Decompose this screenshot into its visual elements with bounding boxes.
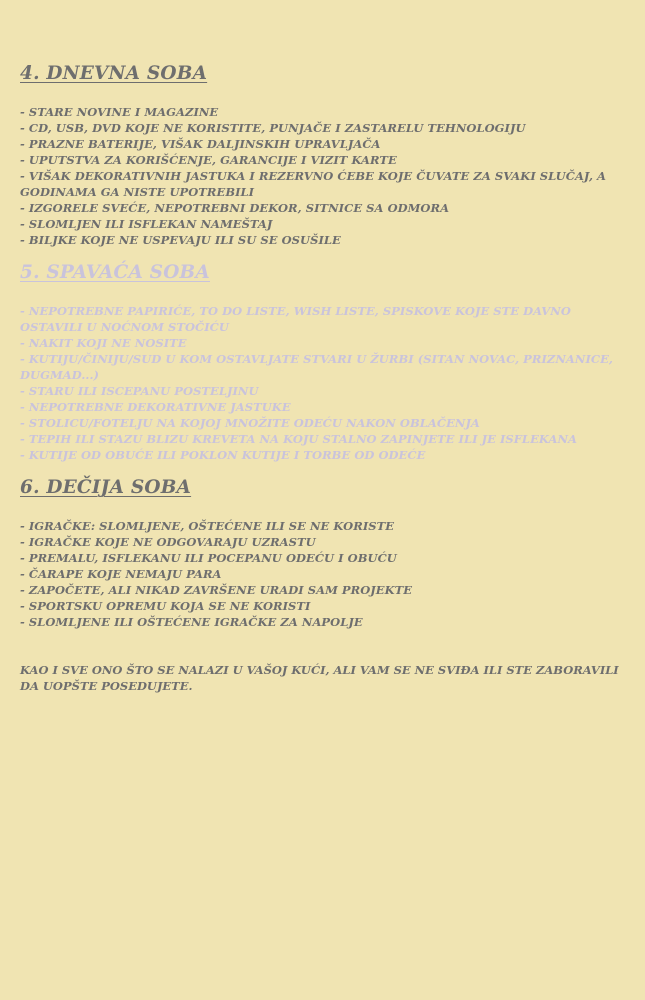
item-list-dnevna-soba <box>20 104 630 248</box>
closing-paragraph: KAO I SVE ONO ŠTO SE NALAZI U VAŠOJ KUĆI, ALI VAM SE NE SVIĐA ILI STE ZABORAVILI DA UOPŠTE POSEDUJETE. <box>20 663 619 693</box>
list-item: - PRAZNE BATERIJE, VIŠAK DALJINSKIH UPRAVLJAČA <box>20 137 381 151</box>
list-item: - BILJKE KOJE NE USPEVAJU ILI SU SE OSUŠILE <box>20 233 341 247</box>
list-item: - STOLICU/FOTELJU NA KOJOJ MNOŽITE ODEĆU NAKON OBLAČENJA <box>20 416 480 430</box>
list-item: - STARE NOVINE I MAGAZINE <box>20 105 219 119</box>
list-item: - NEPOTREBNE PAPIRIĆE, TO DO LISTE, WISH LISTE, SPISKOVE KOJE STE DAVNO OSTAVILI U NOĆNOM STOČIĆU <box>20 304 571 334</box>
list-item: - TEPIH ILI STAZU BLIZU KREVETA NA KOJU STALNO ZAPINJETE ILI JE ISFLEKANA <box>20 432 577 446</box>
list-item: - VIŠAK DEKORATIVNIH JASTUKA I REZERVNO ĆEBE KOJE ČUVATE ZA SVAKI SLUČAJ, A GODINAMA GA NISTE UPOTREBILI <box>20 169 607 199</box>
list-item: - PREMALU, ISFLEKANU ILI POCEPANU ODEĆU I OBUĆU <box>20 551 397 565</box>
list-item: - SPORTSKU OPREMU KOJA SE NE KORISTI <box>20 599 311 613</box>
list-item: - IZGORELE SVEĆE, NEPOTREBNI DEKOR, SITNICE SA ODMORA <box>20 201 450 215</box>
section-decija-soba <box>20 476 630 630</box>
list-item: - SLOMLJEN ILI ISFLEKAN NAMEŠTAJ <box>20 217 273 231</box>
list-item: - IGRAČKE: SLOMLJENE, OŠTEĆENE ILI SE NE KORISTE <box>20 519 395 533</box>
list-item: - ZAPOČETE, ALI NIKAD ZAVRŠENE URADI SAM PROJEKTE <box>20 583 413 597</box>
list-item: - UPUTSTVA ZA KORIŠĆENJE, GARANCIJE I VIZIT KARTE <box>20 153 397 167</box>
section-title-spavaca-soba: 5. SPAVAĆA SOBA <box>20 262 210 283</box>
list-item: - NEPOTREBNE DEKORATIVNE JASTUKE <box>20 400 291 414</box>
section-title-dnevna-soba: 4. DNEVNA SOBA <box>20 63 208 84</box>
list-item: - IGRAČKE KOJE NE ODGOVARAJU UZRASTU <box>20 535 316 549</box>
list-item: - ČARAPE KOJE NEMAJU PARA <box>20 567 222 581</box>
list-item: - KUTIJE OD OBUĆE ILI POKLON KUTIJE I TORBE OD ODEĆE <box>20 448 426 462</box>
list-item: - NAKIT KOJI NE NOSITE <box>20 336 187 350</box>
item-list-decija-soba <box>20 518 630 630</box>
document-body <box>20 62 630 694</box>
list-item: - CD, USB, DVD KOJE NE KORISTITE, PUNJAČE I ZASTARELU TEHNOLOGIJU <box>20 121 526 135</box>
list-item: - SLOMLJENE ILI OŠTEĆENE IGRAČKE ZA NAPOLJE <box>20 615 363 629</box>
list-item: - KUTIJU/ČINIJU/SUD U KOM OSTAVLJATE STVARI U ŽURBI (SITAN NOVAC, PRIZNANICE, DUGMAD...) <box>20 352 613 382</box>
section-spavaca-soba <box>20 261 630 463</box>
section-title-decija-soba: 6. DEČIJA SOBA <box>20 477 192 498</box>
list-item: - STARU ILI ISCEPANU POSTELJINU <box>20 384 259 398</box>
section-dnevna-soba <box>20 62 630 248</box>
item-list-spavaca-soba <box>20 303 630 463</box>
